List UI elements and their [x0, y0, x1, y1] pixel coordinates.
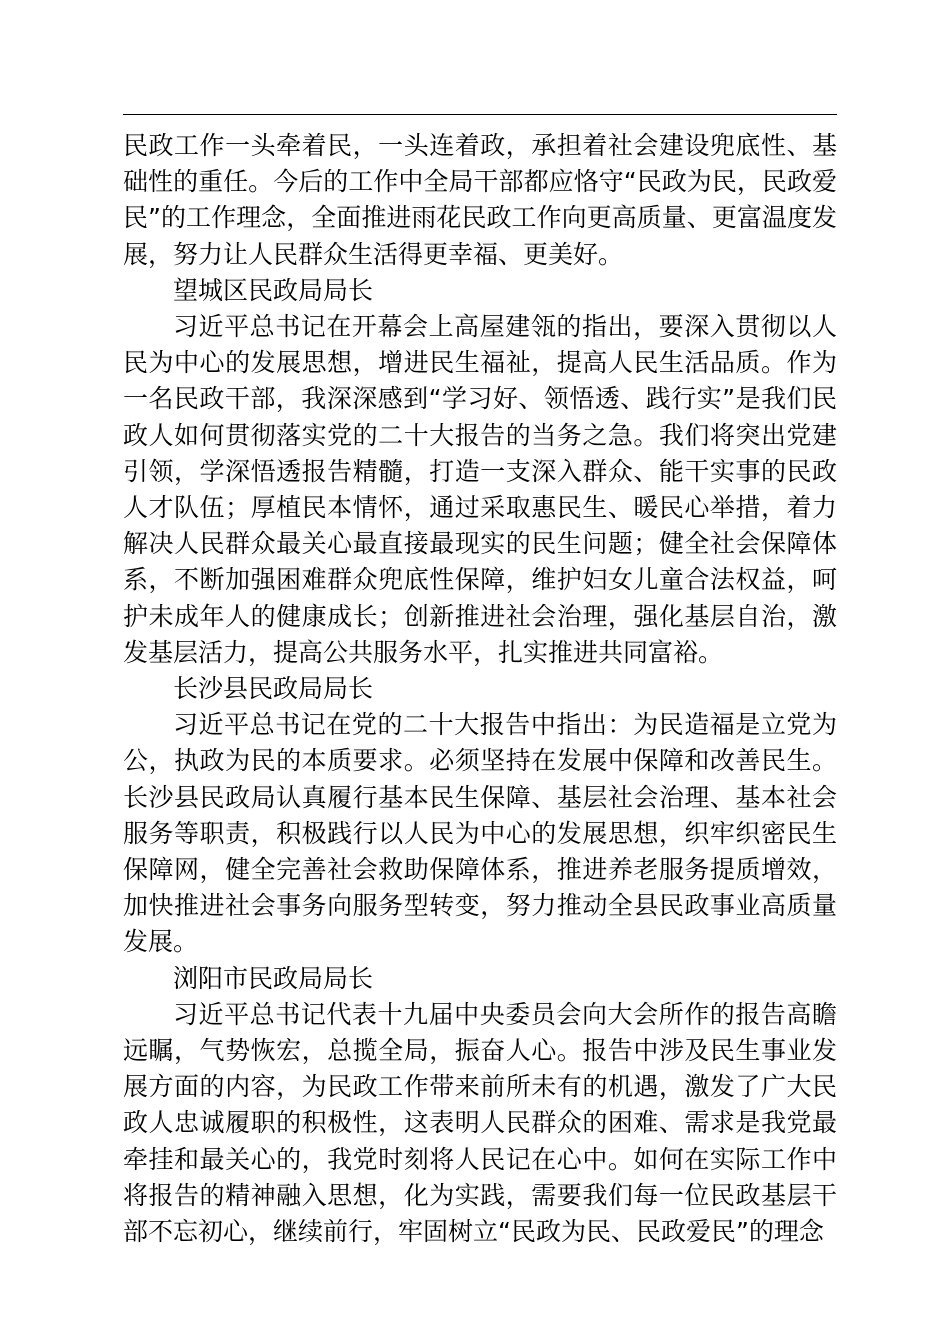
header-divider — [123, 114, 837, 115]
speech-paragraph-wangcheng: 习近平总书记在开幕会上高屋建瓴的指出，要深入贯彻以人民为中心的发展思想，增进民生福祉，提高人民生活品质。作为一名民政干部，我深深感到“学习好、领悟透、践行实”是我们民政人如何贯彻落实党的二十大报告的当务之急。我们将突出党建引领，学深悟透报告精髓，打造一支深入群众、能干实事的民政人才队伍；厚植民本情怀，通过采取惠民生、暖民心举措，着力解决人民群众最关心最直接最现实的民生问题；健全社会保障体系，不断加强困难群众兜底性保障，维护妇女儿童合法权益，呵护未成年人的健康成长；创新推进社会治理，强化基层自治，激发基层活力，提高公共服务水平，扎实推进共同富裕。 — [123, 312, 837, 667]
speaker-title-liuyang: 浏阳市民政局局长 — [173, 963, 374, 993]
document-body — [123, 128, 837, 1250]
speech-paragraph-changsha: 习近平总书记在党的二十大报告中指出：为民造福是立党为公，执政为民的本质要求。必须坚持在发展中保障和改善民生。长沙县民政局认真履行基本民生保障、基层社会治理、基本社会服务等职责，积极践行以人民为中心的发展思想，织牢织密民生保障网，健全完善社会救助保障体系，推进养老服务提质增效，加快推进社会事务向服务型转变，努力推动全县民政事业高质量发展。 — [123, 710, 837, 957]
speech-paragraph-liuyang: 习近平总书记代表十九届中央委员会向大会所作的报告高瞻远瞩，气势恢宏，总揽全局，振奋人心。报告中涉及民生事业发展方面的内容，为民政工作带来前所未有的机遇，激发了广大民政人忠诚履职的积极性，这表明人民群众的困难、需求是我党最牵挂和最关心的，我党时刻将人民记在心中。如何在实际工作中将报告的精神融入思想，化为实践，需要我们每一位民政基层干部不忘初心，继续前行，牢固树立“民政为民、民政爱民”的理念 — [123, 999, 837, 1247]
speaker-title-wangcheng: 望城区民政局局长 — [173, 275, 374, 305]
speaker-title-changsha: 长沙县民政局局长 — [173, 674, 374, 704]
intro-paragraph: 民政工作一头牵着民，一头连着政，承担着社会建设兜底性、基础性的重任。今后的工作中全局干部都应恪守“民政为民，民政爱民”的工作理念，全面推进雨花民政工作向更高质量、更富温度发展，努力让人民群众生活得更幸福、更美好。 — [123, 131, 837, 269]
